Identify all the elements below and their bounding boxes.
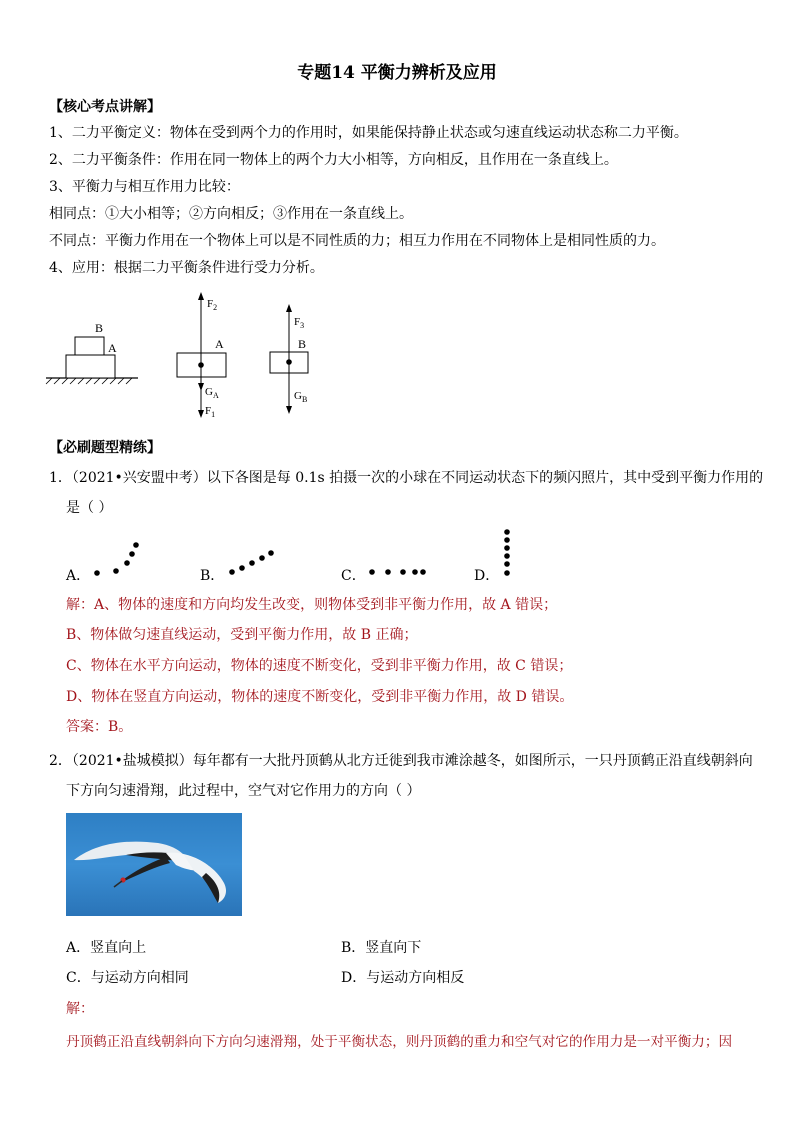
q1-option-b-dots <box>229 550 274 575</box>
point-2: 2、二力平衡条件：作用在同一物体上的两个力大小相等，方向相反，且作用在一条直线上。 <box>49 152 618 168</box>
q1-stem-line2: 是（ ） <box>66 500 113 516</box>
q1-solution-d: D、物体在竖直方向运动，物体的速度不断变化，受到非平衡力作用，故 D 错误。 <box>66 689 574 705</box>
q1-option-a-dots <box>94 542 139 576</box>
q2-option-b: B．竖直向下 <box>341 940 422 956</box>
q2-option-a: A．竖直向上 <box>66 940 147 956</box>
section-heading-core: 【核心考点讲解】 <box>49 99 161 115</box>
label-b: B <box>95 321 104 335</box>
label-f2: $F_2$ <box>207 298 218 312</box>
q2-option-c: C．与运动方向相同 <box>66 970 189 986</box>
q1-option-c-dots <box>369 569 426 575</box>
q1-solution-c: C、物体在水平方向运动，物体的速度不断变化，受到非平衡力作用，故 C 错误； <box>66 658 573 674</box>
q2-option-d: D．与运动方向相反 <box>341 970 465 986</box>
q1-solution-b: B、物体做匀速直线运动，受到平衡力作用，故 B 正确； <box>66 627 418 643</box>
q1-option-c-label: C． <box>341 568 366 584</box>
point-4: 4、应用：根据二力平衡条件进行受力分析。 <box>49 260 324 276</box>
crane-image <box>66 813 242 916</box>
q2-solution-line: 丹顶鹤正沿直线朝斜向下方向匀速滑翔，处于平衡状态，则丹顶鹤的重力和空气对它的作用力是一对平衡力；因 <box>66 1034 733 1050</box>
label-a-block: A <box>215 337 224 351</box>
point-1: 1、二力平衡定义：物体在受到两个力的作用时，如果能保持静止状态或匀速直线运动状态称二力平衡。 <box>49 125 688 141</box>
label-gb: $G_B$ <box>294 390 308 404</box>
q2-solution-label: 解： <box>66 1001 94 1017</box>
q2-stem-line1: 2．（2021•盐城模拟）每年都有一大批丹顶鹤从北方迁徙到我市滩涂越冬，如图所示，一只丹顶鹤正沿直线朝斜向 <box>49 753 753 769</box>
crane-photo <box>66 813 242 916</box>
label-f3: $F_3$ <box>294 316 305 330</box>
stacked-blocks-figure <box>46 321 138 384</box>
label-ga: $G_A$ <box>205 386 219 400</box>
label-b-block: B <box>298 337 307 351</box>
q1-solution-a: 解：A、物体的速度和方向均发生改变，则物体受到非平衡力作用，故 A 错误； <box>66 597 558 613</box>
section-heading-practice: 【必刷题型精练】 <box>49 440 161 456</box>
q1-option-b-label: B． <box>200 568 225 584</box>
q1-option-d-dots <box>504 529 510 576</box>
q1-option-d-label: D． <box>474 568 500 584</box>
point-3-diff: 不同点：平衡力作用在一个物体上可以是不同性质的力；相互力作用在不同物体上是相同性质的力。 <box>49 233 665 249</box>
q1-answer: 答案：B。 <box>66 719 133 735</box>
q1-strobe-photos <box>0 525 600 585</box>
label-f1: $F_1$ <box>205 405 216 419</box>
point-3-same: 相同点：①大小相等；②方向相反；③作用在一条直线上。 <box>49 206 413 222</box>
q1-option-a-label: A． <box>66 568 91 584</box>
force-diagram <box>0 285 400 425</box>
q2-stem-line2: 下方向匀速滑翔，此过程中，空气对它作用力的方向（ ） <box>66 783 421 799</box>
block-a-force-figure <box>177 292 226 419</box>
point-3: 3、平衡力与相互作用力比较： <box>49 179 240 195</box>
page-title: 专题14 平衡力辨析及应用 <box>297 63 497 83</box>
label-a: A <box>108 341 117 355</box>
block-b-force-figure <box>270 304 308 414</box>
q1-stem-line1: 1．（2021•兴安盟中考）以下各图是每 0.1s 拍摄一次的小球在不同运动状态下的频闪照片，其中受到平衡力作用的 <box>49 470 764 486</box>
